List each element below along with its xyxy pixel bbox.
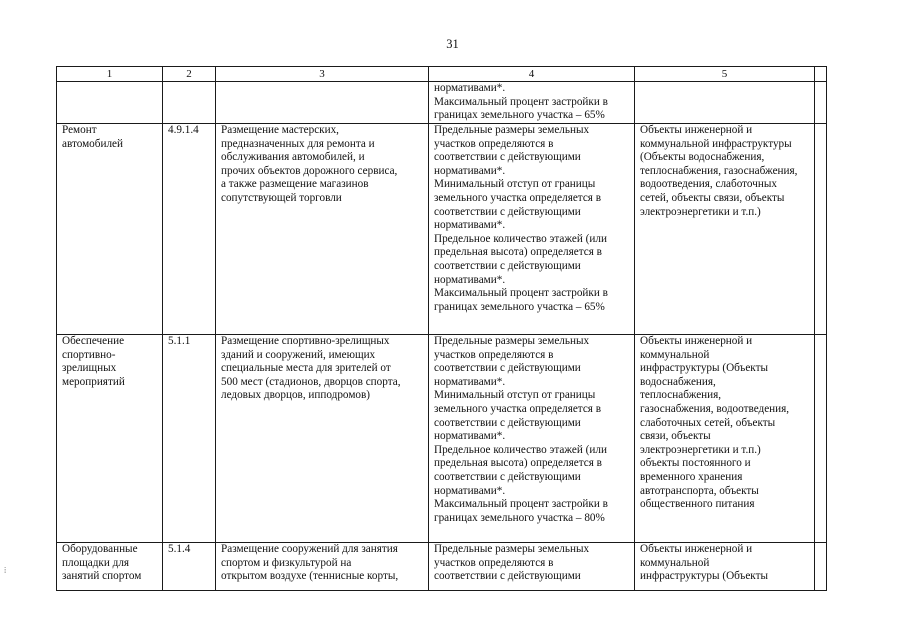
text-line: Оборудованные bbox=[62, 543, 138, 555]
text-line: инфраструктуры (Объекты bbox=[640, 362, 769, 375]
land-use-table bbox=[56, 66, 827, 591]
text-line: коммунальной bbox=[640, 556, 710, 569]
cell-code bbox=[163, 335, 216, 543]
table-row bbox=[57, 82, 827, 124]
text-line: Предельные размеры земельных bbox=[434, 124, 590, 136]
text-line: границах земельного участка – 65% bbox=[434, 300, 605, 313]
table-row bbox=[57, 124, 827, 335]
cell-name bbox=[57, 335, 163, 543]
cell-restrictions bbox=[635, 335, 815, 543]
text-line: 5.1.1 bbox=[168, 335, 191, 347]
cell-name bbox=[57, 82, 163, 124]
text-line: занятий спортом bbox=[62, 570, 142, 583]
text-line: нормативами*. bbox=[434, 82, 506, 94]
cell-parameters bbox=[429, 543, 635, 591]
header-col-1: 1 bbox=[57, 67, 163, 82]
text-line: зрелищных bbox=[62, 362, 117, 375]
text-line: нормативами*. bbox=[434, 430, 506, 443]
text-line: газоснабжения, водоотведения, bbox=[640, 402, 790, 415]
text-line: Предельные размеры земельных bbox=[434, 335, 590, 347]
text-line: Объекты инженерной и bbox=[640, 543, 753, 555]
text-line: предназначенных для ремонта и bbox=[221, 137, 375, 150]
text-line: Объекты инженерной и bbox=[640, 124, 753, 136]
text-line: спортом и физкультурой на bbox=[221, 556, 352, 569]
text-line: нормативами*. bbox=[434, 273, 506, 286]
text-line: спортивно- bbox=[62, 348, 116, 361]
text-line: (Объекты водоснабжения, bbox=[640, 151, 765, 164]
cell-code bbox=[163, 543, 216, 591]
text-line: коммунальной инфраструктуры bbox=[640, 137, 792, 150]
text-line: связи, объекты bbox=[640, 430, 711, 443]
cell-stub bbox=[815, 335, 827, 543]
cell-stub bbox=[815, 543, 827, 591]
text-line: границах земельного участка – 80% bbox=[434, 511, 605, 524]
text-line: открытом воздухе (теннисные корты, bbox=[221, 570, 399, 583]
text-line: Объекты инженерной и bbox=[640, 335, 753, 347]
text-line: участков определяются в bbox=[434, 137, 554, 150]
text-line: Обеспечение bbox=[62, 335, 125, 347]
text-line: теплоснабжения, газоснабжения, bbox=[640, 164, 798, 177]
text-line: 500 мест (стадионов, дворцов спорта, bbox=[221, 375, 401, 388]
cell-description bbox=[216, 82, 429, 124]
text-line: Размещение сооружений для занятия bbox=[221, 543, 398, 555]
text-line: нормативами*. bbox=[434, 219, 506, 232]
text-line: специальные места для зрителей от bbox=[221, 362, 391, 375]
cell-parameters bbox=[429, 335, 635, 543]
header-col-2: 2 bbox=[163, 67, 216, 82]
cell-restrictions bbox=[635, 82, 815, 124]
text-line: соответствии с действующими bbox=[434, 151, 581, 164]
text-line: теплоснабжения, bbox=[640, 389, 722, 402]
text-line: участков определяются в bbox=[434, 348, 554, 361]
cell-code bbox=[163, 82, 216, 124]
scan-margin-mark: ⁞ bbox=[4, 566, 7, 575]
text-line: соответствии с действующими bbox=[434, 362, 581, 375]
text-line: Минимальный отступ от границы bbox=[434, 389, 596, 402]
cell-description bbox=[216, 335, 429, 543]
text-line: Ремонт bbox=[62, 124, 97, 136]
text-line: участков определяются в bbox=[434, 556, 554, 569]
header-col-stub bbox=[815, 67, 827, 82]
cell-stub bbox=[815, 82, 827, 124]
text-line: Предельные размеры земельных bbox=[434, 543, 590, 555]
table-row bbox=[57, 335, 827, 543]
header-row bbox=[57, 67, 827, 82]
text-line: сетей, объекты связи, объекты bbox=[640, 191, 785, 204]
cell-code bbox=[163, 124, 216, 335]
cell-stub bbox=[815, 124, 827, 335]
text-line: нормативами*. bbox=[434, 484, 506, 497]
table-row bbox=[57, 543, 827, 591]
text-line: соответствии с действующими bbox=[434, 416, 581, 429]
text-line: соответствии с действующими bbox=[434, 205, 581, 218]
text-line: зданий и сооружений, имеющих bbox=[221, 348, 376, 361]
text-line: Размещение спортивно-зрелищных bbox=[221, 335, 390, 347]
text-line: водоотведения, слаботочных bbox=[640, 178, 777, 191]
text-line: границах земельного участка – 65% bbox=[434, 109, 605, 122]
text-line: прочих объектов дорожного сервиса, bbox=[221, 164, 398, 177]
cell-description bbox=[216, 124, 429, 335]
text-line: сопутствующей торговли bbox=[221, 191, 342, 204]
header-col-5: 5 bbox=[635, 67, 815, 82]
text-line: площадки для bbox=[62, 556, 130, 569]
header-col-3: 3 bbox=[216, 67, 429, 82]
text-line: соответствии с действующими bbox=[434, 259, 581, 272]
text-line: объекты постоянного и bbox=[640, 457, 751, 470]
text-line: Максимальный процент застройки в bbox=[434, 287, 608, 300]
cell-name bbox=[57, 124, 163, 335]
text-line: соответствии с действующими bbox=[434, 470, 581, 483]
text-line: Максимальный процент застройки в bbox=[434, 95, 608, 108]
text-line: слаботочных сетей, объекты bbox=[640, 416, 776, 429]
text-line: автомобилей bbox=[62, 137, 123, 150]
text-line: водоснабжения, bbox=[640, 375, 716, 388]
text-line: Максимальный процент застройки в bbox=[434, 498, 608, 511]
cell-name bbox=[57, 543, 163, 591]
text-line: временного хранения bbox=[640, 470, 743, 483]
text-line: мероприятий bbox=[62, 375, 125, 388]
text-line: общественного питания bbox=[640, 498, 755, 511]
text-line: земельного участка определяется в bbox=[434, 402, 602, 415]
text-line: Размещение мастерских, bbox=[221, 124, 339, 136]
text-line: ледовых дворцов, ипподромов) bbox=[221, 389, 370, 402]
text-line: Минимальный отступ от границы bbox=[434, 178, 596, 191]
text-line: автотранспорта, объекты bbox=[640, 484, 759, 497]
cell-restrictions bbox=[635, 124, 815, 335]
text-line: предельная высота) определяется в bbox=[434, 246, 602, 259]
text-line: 4.9.1.4 bbox=[168, 124, 199, 136]
text-line: Предельное количество этажей (или bbox=[434, 232, 607, 245]
text-line: а также размещение магазинов bbox=[221, 178, 369, 191]
text-line: электроэнергетики и т.п.) bbox=[640, 205, 761, 218]
text-line: коммунальной bbox=[640, 348, 710, 361]
text-line: нормативами*. bbox=[434, 164, 506, 177]
text-line: 5.1.4 bbox=[168, 543, 191, 555]
cell-restrictions bbox=[635, 543, 815, 591]
cell-parameters bbox=[429, 82, 635, 124]
text-line: электроэнергетики и т.п.) bbox=[640, 443, 761, 456]
text-line: Предельное количество этажей (или bbox=[434, 443, 607, 456]
cell-parameters bbox=[429, 124, 635, 335]
header-col-4: 4 bbox=[429, 67, 635, 82]
text-line: земельного участка определяется в bbox=[434, 191, 602, 204]
text-line: обслуживания автомобилей, и bbox=[221, 151, 365, 164]
text-line: инфраструктуры (Объекты bbox=[640, 570, 769, 583]
text-line: соответствии с действующими bbox=[434, 570, 581, 583]
cell-description bbox=[216, 543, 429, 591]
page-number: 31 bbox=[446, 37, 459, 51]
text-line: предельная высота) определяется в bbox=[434, 457, 602, 470]
text-line: нормативами*. bbox=[434, 375, 506, 388]
